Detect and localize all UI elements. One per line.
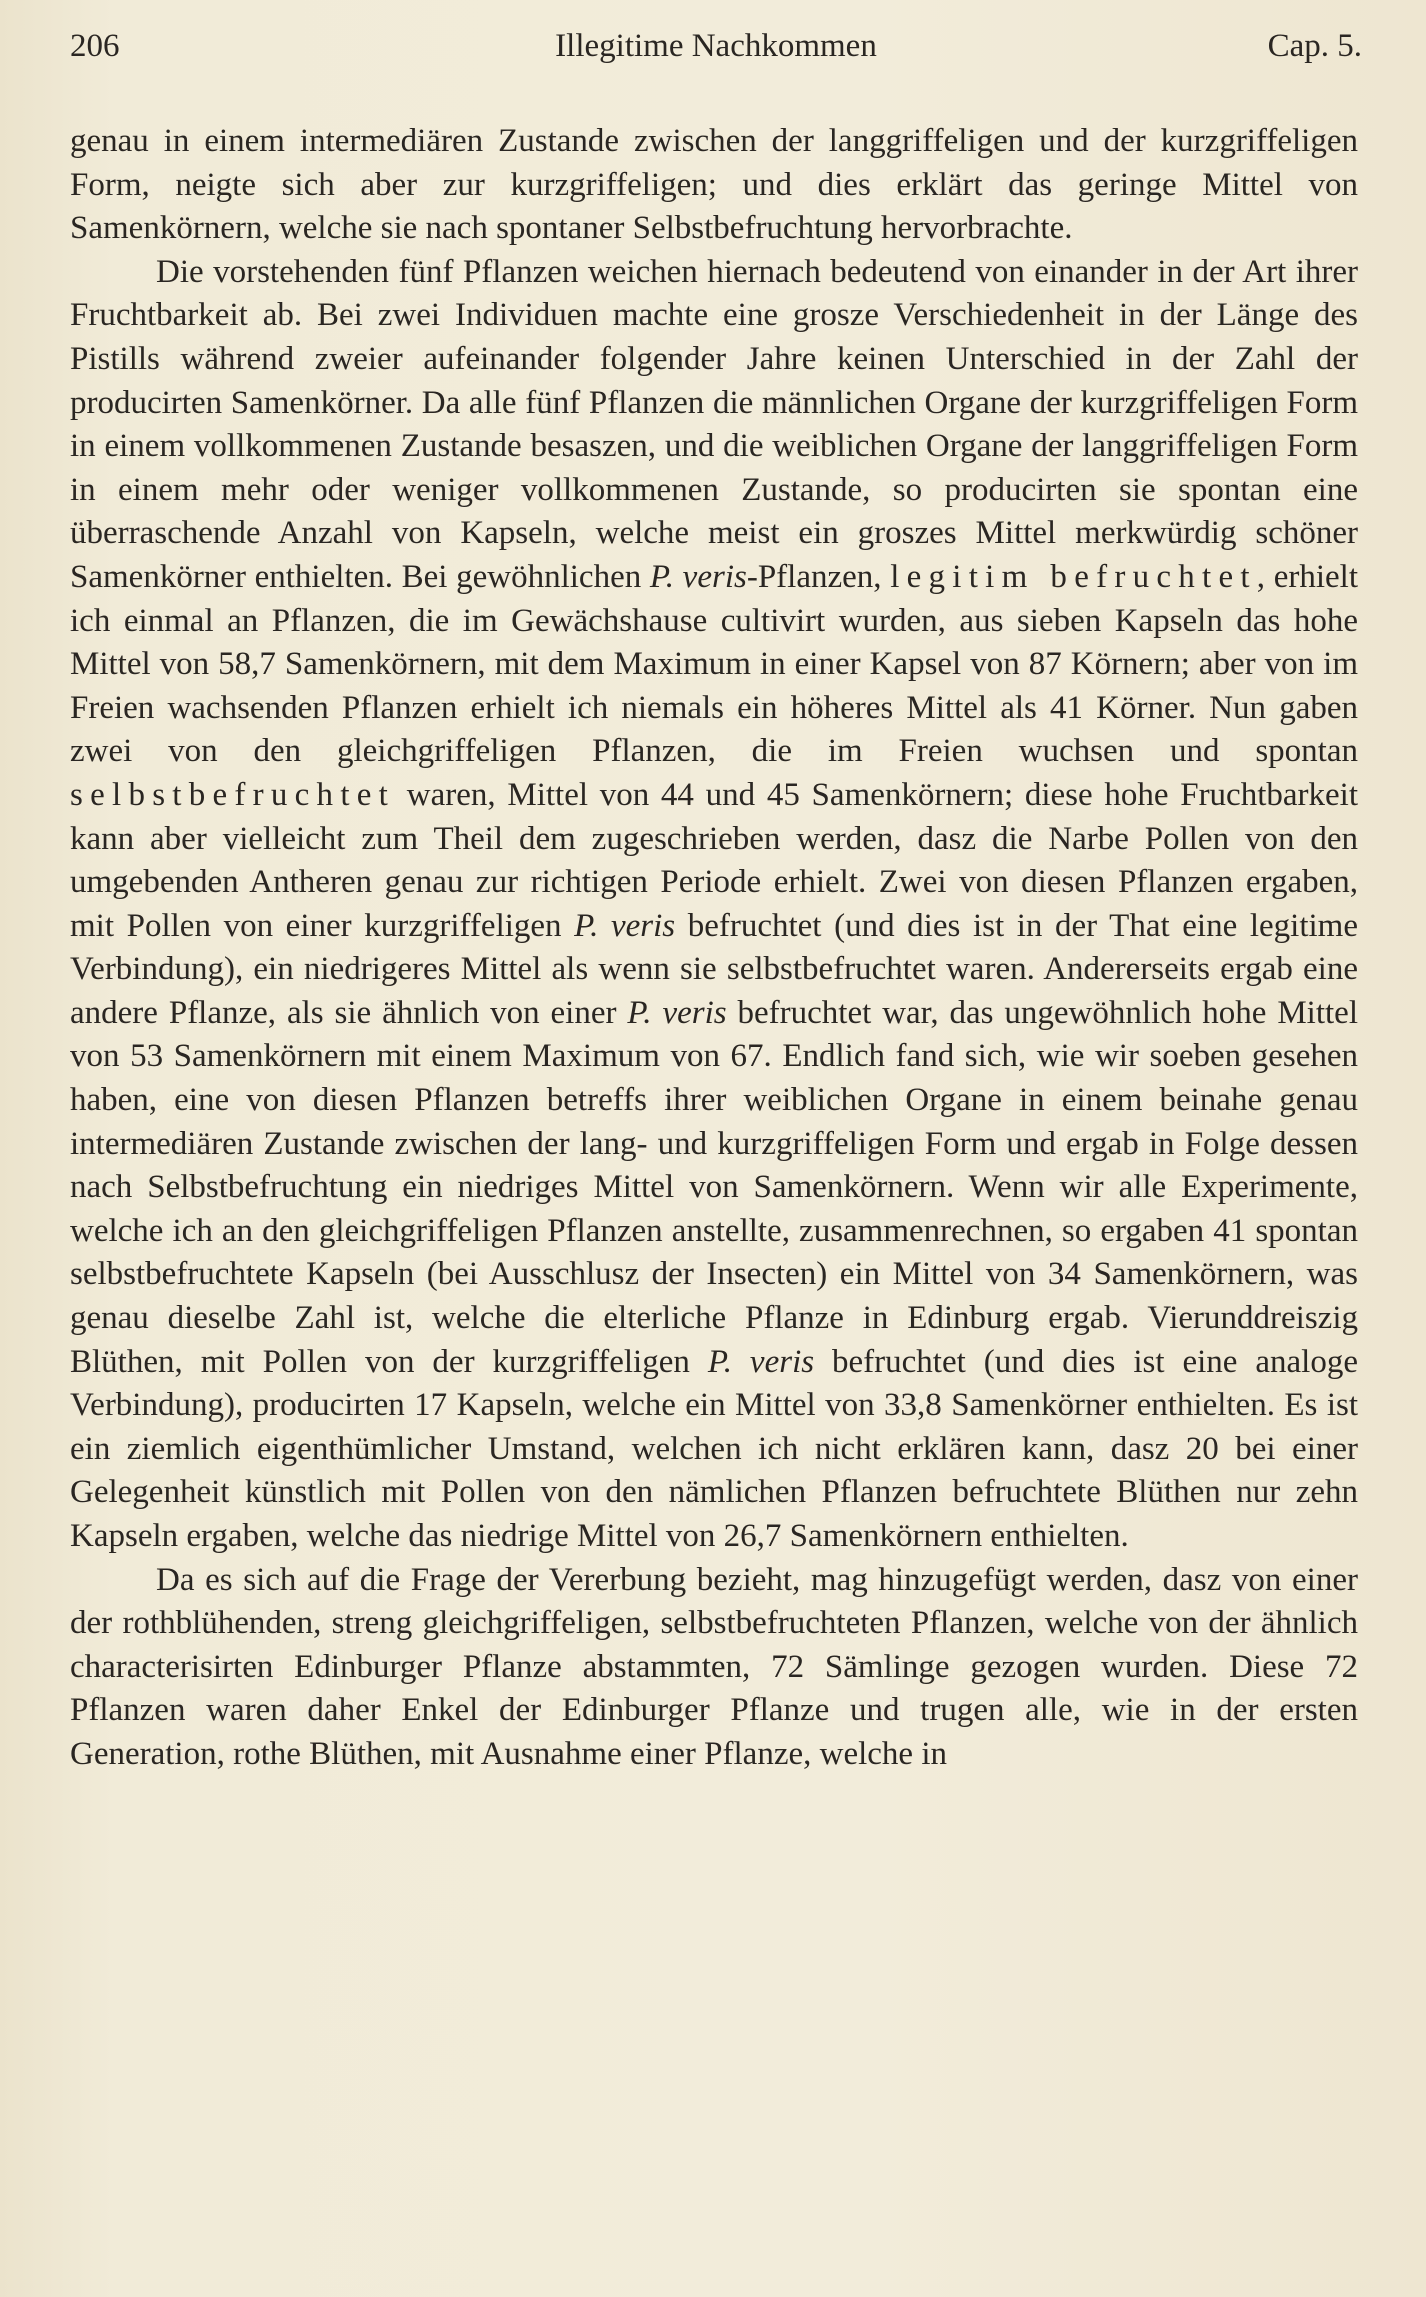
species-name: P. veris bbox=[649, 558, 747, 595]
species-name: P. veris bbox=[707, 1343, 815, 1380]
species-name: P. veris bbox=[574, 907, 676, 944]
paragraph bbox=[70, 1559, 1358, 1777]
running-title: Illegitime Nachkommen bbox=[555, 28, 877, 64]
text-run: Da es sich auf die Frage der Vererbung bezieht, mag hinzugefügt werden, dasz von einer der rothblühenden, streng gleichgriffeligen, selbstbefruchteten Pflanzen, welche von der ähnlich characterisirten Edinburger Pflanze abstammten, 72 Sämlinge gezogen wurden. Diese 72 Pflanzen waren daher Enkel der Edinburger Pflanze und trugen alle, wie in der ersten Generation, rothe Blüthen, mit Ausnahme einer Pflanze, welche in bbox=[70, 1561, 1358, 1772]
paragraph bbox=[70, 251, 1358, 1559]
text-run: genau in einem intermediären Zustande zwischen der langgriffeligen und der kurzgriffeligen Form, neigte sich aber zur kurzgriffeligen; und dies erklärt das geringe Mittel von Samenkörnern, welche sie nach spontaner Selbstbefruchtung hervorbrachte. bbox=[70, 123, 1358, 247]
text-run: befruchtet (und dies ist in der That eine legitime Verbindung), ein niedrigeres Mittel als wenn sie selbstbefruchtet waren. Andererseits ergab eine andere Pflanze, als sie ähnlich von einer bbox=[70, 907, 1358, 1031]
page-number: 206 bbox=[70, 28, 120, 64]
body-text bbox=[70, 120, 1358, 1777]
running-header bbox=[70, 28, 1362, 78]
emphasized-text: selbstbefruchtet bbox=[70, 776, 396, 813]
emphasized-text: legitim befruchtet bbox=[890, 558, 1257, 595]
text-run: befruchtet war, das ungewöhnlich hohe Mittel von 53 Samenkörnern mit einem Maximum von 67. Endlich fand sich, wie wir soeben gesehen haben, eine von diesen Pflanzen betreffs ihrer weiblichen Organe in einem beinahe genau intermediären Zustande zwischen der lang- und kurzgriffeligen Form und ergab in Folge dessen nach Selbstbefruchtung ein niedriges Mittel von Samenkörnern. Wenn wir alle Experimente, welche ich an den gleichgriffeligen Pflanzen anstellte, zusammenrechnen, so ergaben 41 spontan selbstbefruchtete Kapseln (bei Ausschlusz der Insecten) ein Mittel von 34 Samenkörnern, was genau dieselbe Zahl ist, welche die elterliche Pflanze in Edinburg ergab. Vierunddreiszig Blüthen, mit Pollen von der kurzgriffeligen bbox=[70, 994, 1358, 1380]
text-run: Die vorstehenden fünf Pflanzen weichen hiernach bedeutend von einander in der Art ihrer Fruchtbarkeit ab. Bei zwei Individuen machte eine grosze Verschiedenheit in der Länge des Pistills während zweier aufeinander folgender Jahre keinen Unterschied in der Zahl der producirten Samenkörner. Da alle fünf Pflanzen die männlichen Organe der kurzgriffeligen Form in einem vollkommenen Zustande besaszen, und die weiblichen Organe der langgriffeligen Form in einem mehr oder weniger vollkommenen Zustande, so producirten sie spontan eine überraschende Anzahl von Kapseln, welche meist ein groszes Mittel merkwürdig schöner Samenkörner enthielten. Bei gewöhnlichen bbox=[70, 253, 1358, 595]
text-run: waren, Mittel von 44 und 45 Samenkörnern; diese hohe Fruchtbarkeit kann aber vielleicht zum Theil dem zugeschrieben werden, dasz die Narbe Pollen von den umgebenden Antheren genau zur richtigen Periode erhielt. Zwei von diesen Pflanzen ergaben, mit Pollen von einer kurzgriffeligen bbox=[70, 776, 1358, 944]
chapter-label: Cap. 5. bbox=[1267, 28, 1362, 64]
paragraph bbox=[70, 120, 1358, 251]
text-run: befruchtet (und dies ist eine analoge Verbindung), producirten 17 Kapseln, welche ein Mittel von 33,8 Samenkörner enthielten. Es ist ein ziemlich eigenthümlicher Umstand, welchen ich nicht erklären kann, dasz 20 bei einer Gelegenheit künstlich mit Pollen von den nämlichen Pflanzen befruchtete Blüthen nur zehn Kapseln ergaben, welche das niedrige Mittel von 26,7 Samenkörnern enthielten. bbox=[70, 1343, 1359, 1554]
species-name: P. veris bbox=[627, 994, 727, 1031]
text-run: , erhielt ich einmal an Pflanzen, die im Gewächshause cultivirt wurden, aus sieben Kapseln das hohe Mittel von 58,7 Samenkörnern, mit dem Maximum in einer Kapsel von 87 Körnern; aber von im Freien wachsenden Pflanzen erhielt ich niemals ein höheres Mittel als 41 Körner. Nun gaben zwei von den gleichgriffeligen Pflanzen, die im Freien wuchsen und spontan bbox=[70, 558, 1358, 770]
text-run: -Pflanzen, bbox=[746, 558, 891, 595]
